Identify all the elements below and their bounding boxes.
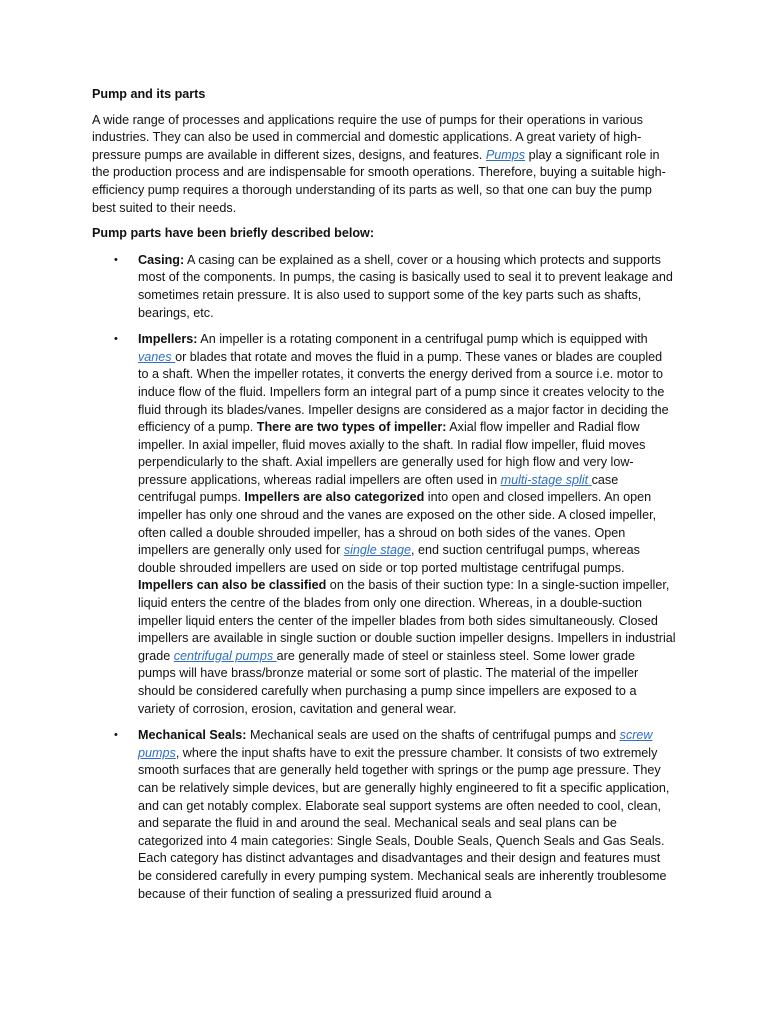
bold-text: There are two types of impeller: xyxy=(256,420,447,435)
text-run: A casing can be explained as a shell, cover or a housing which protects and supports most of the components. In pumps, the casing is basically used to seal it to prevent leakage and sometimes retain pressure. It is also used to support some of the key parts such as shafts, bearings, etc. xyxy=(138,252,673,320)
list-item-text xyxy=(138,332,676,715)
text-run: on the basis of their suction type: In a single-suction impeller, liquid enters the centre of the blades from only one direction. Whereas, in a double-suction impeller liquid enters the center of the impeller blades from both sides simultaneously. Closed impellers are available in single suction or double suction impeller designs. Impellers in industrial grade xyxy=(138,578,676,663)
inline-link[interactable]: screw pumps xyxy=(138,728,653,760)
inline-link[interactable]: vanes xyxy=(138,349,176,364)
bold-text: Mechanical Seals: xyxy=(138,728,247,743)
text-run: are generally made of steel or stainless steel. Some lower grade pumps will have brass/bronze material or some sort of plastic. The material of the impeller should be considered carefully when purchasing a pump since impellers are exposed to a variety of corrosion, erosion, cavitation and general wear. xyxy=(138,648,639,716)
text-run: into open and closed impellers. An open impeller has only one shroud and the vanes are exposed on the other side. A closed impeller, often called a double shrouded impeller, has a shroud on both sides of the vanes. Open impellers are generally only used for xyxy=(138,490,657,558)
inline-link[interactable]: centrifugal pumps xyxy=(173,648,277,663)
document-title: Pump and its parts xyxy=(92,87,206,101)
list-item-text xyxy=(138,253,673,320)
bold-text: Impellers can also be classified xyxy=(138,578,327,593)
text-run: Axial flow impeller and Radial flow impeller. In axial impeller, fluid moves axially to the shaft. In radial flow impeller, fluid moves perpendicularly to the shaft. Axial impellers are generally used for high flow and very low-pressure applications, whereas radial impellers are often used in xyxy=(138,420,646,487)
bold-text: Casing: xyxy=(138,252,185,267)
list-item-text xyxy=(138,728,669,900)
text-run: play a significant role in the production process and are indispensable for smooth operations. Therefore, buying a suitable high-efficiency pump requires a thorough understanding of its parts as well, so that one can buy the pump best suited to their needs. xyxy=(92,147,666,215)
inline-link[interactable]: single stage xyxy=(343,543,412,558)
inline-link[interactable]: Pumps xyxy=(485,147,526,162)
list-item-casing xyxy=(92,252,676,322)
list-item-mechanical-seals xyxy=(92,727,676,903)
intro-paragraph xyxy=(92,112,676,218)
inline-link[interactable]: multi-stage split xyxy=(500,472,592,487)
text-run: , where the input shafts have to exit the pressure chamber. It consists of two extremely smooth surfaces that are generally held together with springs or the pump age pressure. They can be relatively simple devices, but are generally highly engineered to fit a specific application, and can get notably complex. Elaborate seal support systems are often needed to cool, clean, and separate the fluid in and around the seal. Mechanical seals and seal plans can be categorized into 4 main categories: Single Seals, Double Seals, Quench Seals and Gas Seals. Each category has distinct advantages and disadvantages and their design and features must be considered carefully in every pumping system. Mechanical seals are inherently troublesome because of their function of sealing a pressurized fluid around a xyxy=(138,745,670,901)
bullet-icon: • xyxy=(114,333,118,346)
bold-text: Impellers are also categorized xyxy=(244,490,425,505)
text-run: , end suction centrifugal pumps, whereas double shrouded impellers are used on side or top ported multistage centrifugal pumps. xyxy=(138,543,640,575)
text-run: case centrifugal pumps. xyxy=(138,472,619,505)
list-item-impellers xyxy=(92,331,676,718)
text-run: Mechanical seals are used on the shafts of centrifugal pumps and xyxy=(246,728,620,743)
parts-list xyxy=(92,252,676,903)
bullet-icon: • xyxy=(114,729,118,742)
text-run: or blades that rotate and moves the fluid in a pump. These vanes or blades are coupled to a shaft. When the impeller rotates, it converts the energy derived from a source i.e. motor to induce flow of the fluid. Impellers form an integral part of a pump since it creates velocity to the fluid through its blades/vanes. Impeller designs are considered as a major factor in deciding the efficiency of a pump. xyxy=(138,349,669,435)
bullet-icon: • xyxy=(114,253,118,266)
text-run: An impeller is a rotating component in a centrifugal pump which is equipped with xyxy=(197,332,648,347)
text-run: A wide range of processes and applications require the use of pumps for their operations in various industries. They can also be used in commercial and domestic applications. A great variety of high-pressure pumps are available in different sizes, designs, and features. xyxy=(92,112,643,162)
parts-subheading: Pump parts have been briefly described below: xyxy=(92,226,375,241)
bold-text: Impellers: xyxy=(138,332,198,347)
